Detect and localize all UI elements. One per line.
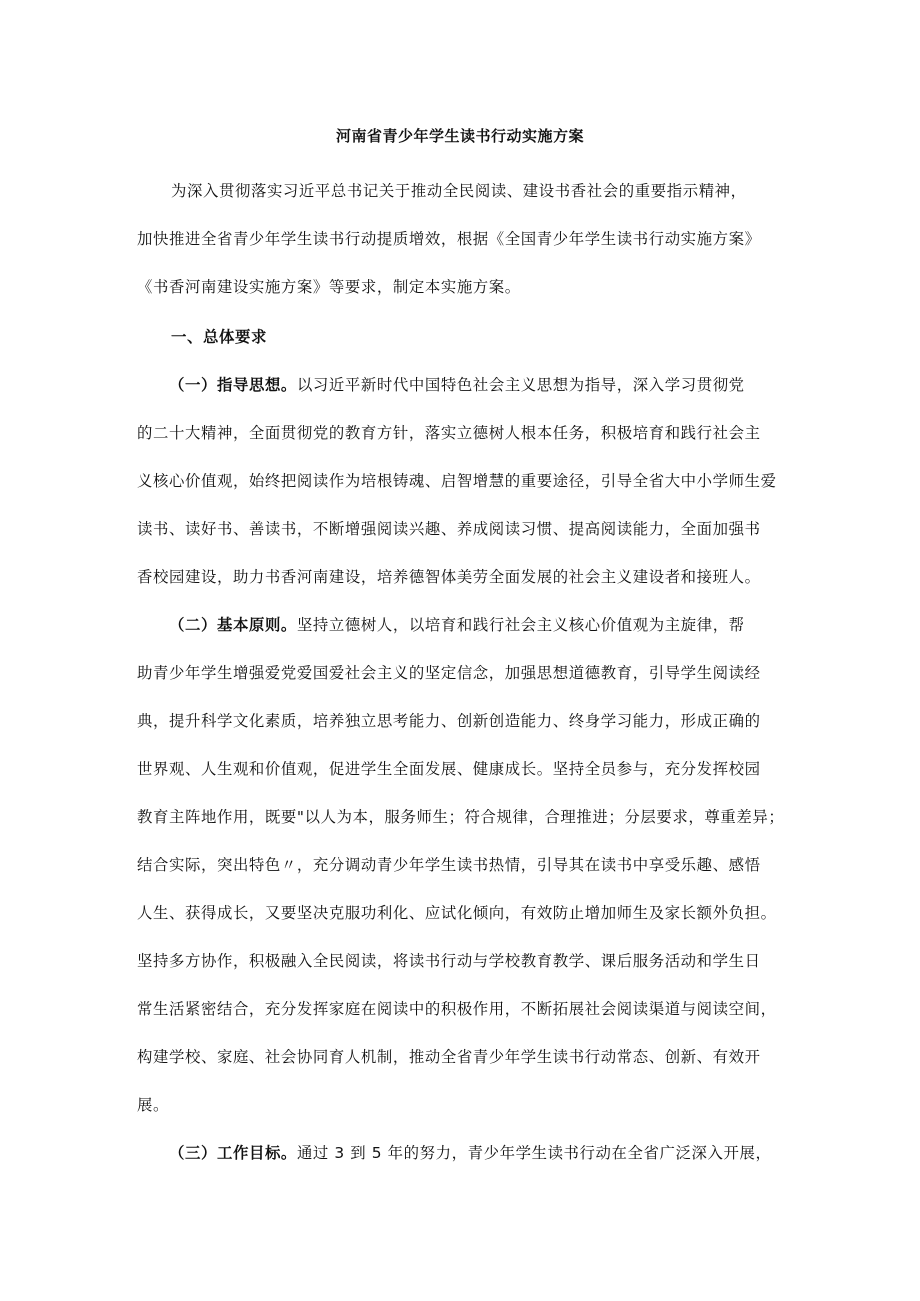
paragraph-line: 义核心价值观，始终把阅读作为培根铸魂、启智增慧的重要途径，引导全省大中小学师生爱 <box>137 472 777 490</box>
paragraph-line: 结合实际，突出特色〃，充分调动青少年学生读书热情，引导其在读书中享受乐趣、感悟 <box>137 856 761 874</box>
paragraph-line: 读书、读好书、善读书，不断增强阅读兴趣、养成阅读习惯、提高阅读能力，全面加强书 <box>137 520 761 538</box>
paragraph-line: 教育主阵地作用，既要"以人为本，服务师生；符合规律，合理推进；分层要求，尊重差异； <box>137 808 785 826</box>
paragraph-line: 展。 <box>137 1096 169 1114</box>
subsection-heading: （二）基本原则。 <box>169 616 297 634</box>
section-heading: 一、总体要求 <box>171 328 267 346</box>
paragraph-first-line <box>137 1129 805 1177</box>
intro-line: 加快推进全省青少年学生读书行动提质增效，根据《全国青少年学生读书行动实施方案》 <box>137 230 761 248</box>
paragraph-text: 坚持立德树人，以培育和践行社会主义核心价值观为主旋律，帮 <box>296 616 745 634</box>
paragraph-text: 通过 3 到 5 年的努力，青少年学生读书行动在全省广泛深入开展， <box>296 1144 772 1162</box>
paragraph-line: 坚持多方协作，积极融入全民阅读，将读书行动与学校教育教学、课后服务活动和学生日 <box>137 952 761 970</box>
intro-line: 为深入贯彻落实习近平总书记关于推动全民阅读、建设书香社会的重要指示精神， <box>171 182 747 200</box>
paragraph-first-line <box>137 361 805 409</box>
paragraph-line: 香校园建设，助力书香河南建设，培养德智体美劳全面发展的社会主义建设者和接班人。 <box>137 568 761 586</box>
paragraph-line: 构建学校、家庭、社会协同育人机制，推动全省青少年学生读书行动常态、创新、有效开 <box>137 1048 761 1066</box>
document-body <box>137 167 805 1177</box>
subsection-heading: （三）工作目标。 <box>169 1144 297 1162</box>
paragraph-line: 常生活紧密结合，充分发挥家庭在阅读中的积极作用，不断拓展社会阅读渠道与阅读空间， <box>137 1000 777 1018</box>
subsection-heading: （一）指导思想。 <box>169 376 297 394</box>
paragraph-line: 人生、获得成长，又要坚决克服功利化、应试化倾向，有效防止增加师生及家长额外负担。 <box>137 904 777 922</box>
paragraph-text: 以习近平新时代中国特色社会主义思想为指导，深入学习贯彻党 <box>296 376 745 394</box>
document-title: 河南省青少年学生读书行动实施方案 <box>335 127 584 145</box>
paragraph-line: 助青少年学生增强爱党爱国爱社会主义的坚定信念，加强思想道德教育，引导学生阅读经 <box>137 664 761 682</box>
intro-line: 《书香河南建设实施方案》等要求，制定本实施方案。 <box>137 278 521 296</box>
paragraph-line: 的二十大精神，全面贯彻党的教育方针，落实立德树人根本任务，积极培育和践行社会主 <box>137 424 761 442</box>
paragraph-line: 典，提升科学文化素质，培养独立思考能力、创新创造能力、终身学习能力，形成正确的 <box>137 712 761 730</box>
paragraph-line: 世界观、人生观和价值观，促进学生全面发展、健康成长。坚持全员参与，充分发挥校园 <box>137 760 761 778</box>
paragraph-first-line <box>137 601 805 649</box>
